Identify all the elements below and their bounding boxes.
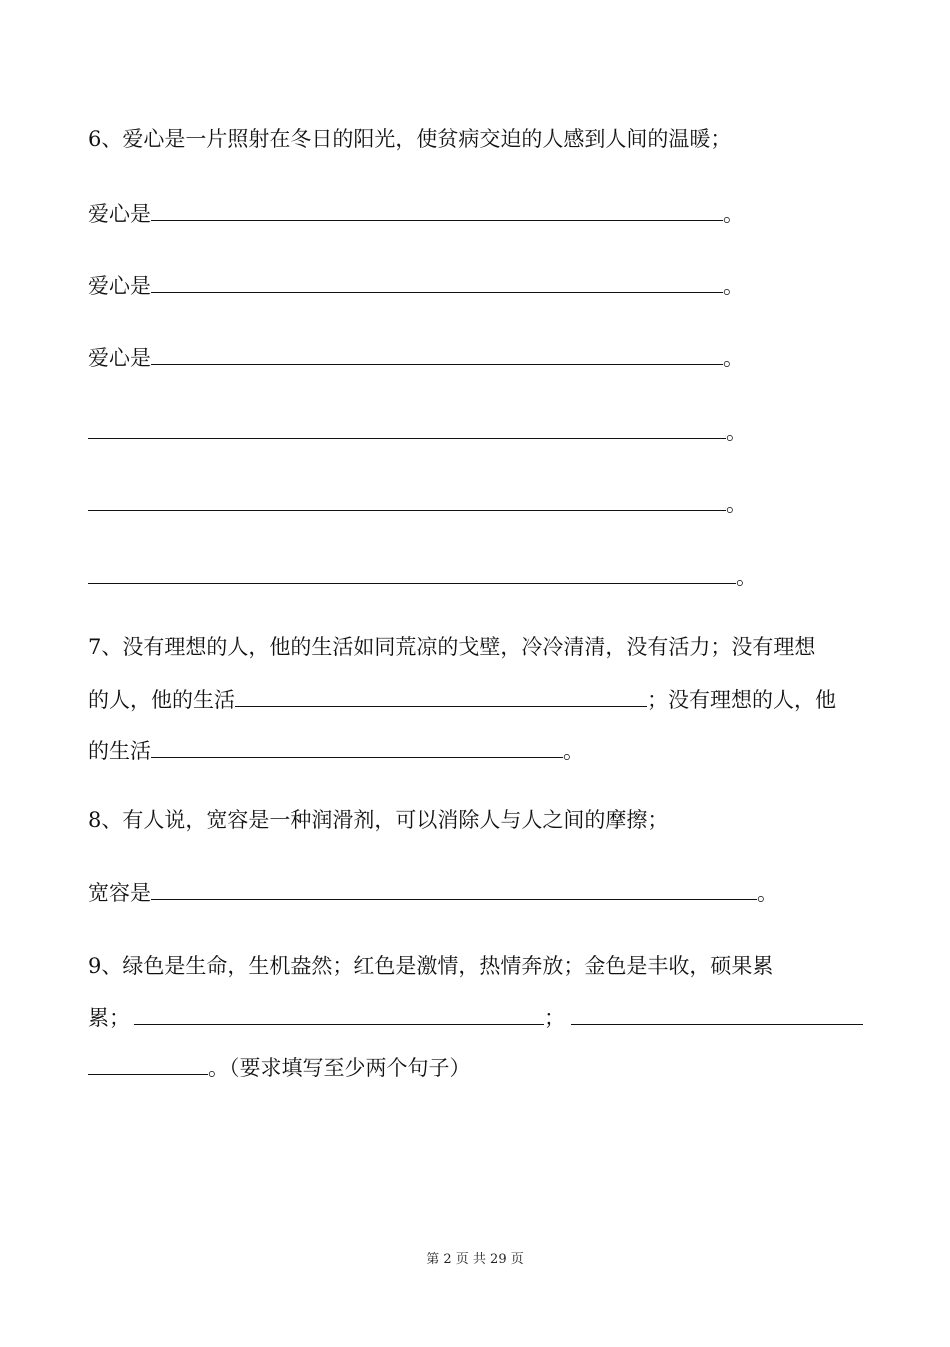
q6-answer-line-3 [88, 342, 744, 373]
q7-line-3 [88, 735, 584, 766]
q7-blank-2[interactable] [151, 735, 563, 758]
q7-line3-start: 的生活 [88, 739, 151, 763]
q7-period: 。 [563, 739, 584, 763]
q9-blank-3[interactable] [88, 1052, 208, 1075]
q8-blank[interactable] [151, 877, 757, 900]
q6-prefix: 爱心是 [88, 346, 151, 370]
q8-answer-line [88, 877, 778, 908]
q6-answer-line-2 [88, 270, 744, 301]
q6-blank-5[interactable] [88, 488, 726, 511]
q7-blank-1[interactable] [235, 684, 647, 707]
q6-blank-6[interactable] [88, 561, 736, 584]
q9-line-2 [88, 1002, 863, 1033]
q6-period: 。 [726, 420, 747, 444]
page-footer: 第 2 页 共 29 页 [426, 1252, 524, 1267]
q8-prompt: 8、有人说，宽容是一种润滑剂，可以消除人与人之间的摩擦； [88, 808, 669, 832]
q6-blank-1[interactable] [151, 198, 723, 221]
q6-blank-4[interactable] [88, 416, 726, 439]
q6-answer-line-5 [88, 488, 747, 519]
q9-semicolon: ； [544, 1006, 565, 1030]
q9-line2-start: 累； [88, 1006, 130, 1030]
q6-answer-line-1 [88, 198, 744, 229]
q9-blank-2[interactable] [571, 1002, 863, 1025]
q6-blank-3[interactable] [151, 342, 723, 365]
q6-period: 。 [736, 565, 757, 589]
q8-prefix: 宽容是 [88, 881, 151, 905]
q6-period: 。 [723, 202, 744, 226]
q6-answer-line-6 [88, 561, 757, 592]
q6-prefix: 爱心是 [88, 202, 151, 226]
q6-blank-2[interactable] [151, 270, 723, 293]
q7-prompt: 7、没有理想的人，他的生活如同荒凉的戈壁，冷冷清清，没有活力；没有理想 [88, 635, 816, 659]
q9-note: （要求填写至少两个句子） [229, 1056, 471, 1080]
q8-period: 。 [757, 881, 778, 905]
q9-period: 。 [208, 1056, 229, 1080]
q7-line2-mid: ；没有理想的人，他 [647, 688, 836, 712]
q9-prompt: 9、绿色是生命，生机盎然；红色是激情，热情奔放；金色是丰收，硕果累 [88, 954, 774, 978]
q7-line-2 [88, 684, 836, 715]
q7-line2-start: 的人，他的生活 [88, 688, 235, 712]
q6-prefix: 爱心是 [88, 274, 151, 298]
q9-blank-1[interactable] [134, 1002, 544, 1025]
q6-period: 。 [723, 346, 744, 370]
q6-answer-line-4 [88, 416, 747, 447]
q6-period: 。 [726, 492, 747, 516]
q6-period: 。 [723, 274, 744, 298]
q6-prompt: 6、爱心是一片照射在冬日的阳光，使贫病交迫的人感到人间的温暖； [88, 127, 732, 151]
q9-line-3 [88, 1052, 471, 1083]
